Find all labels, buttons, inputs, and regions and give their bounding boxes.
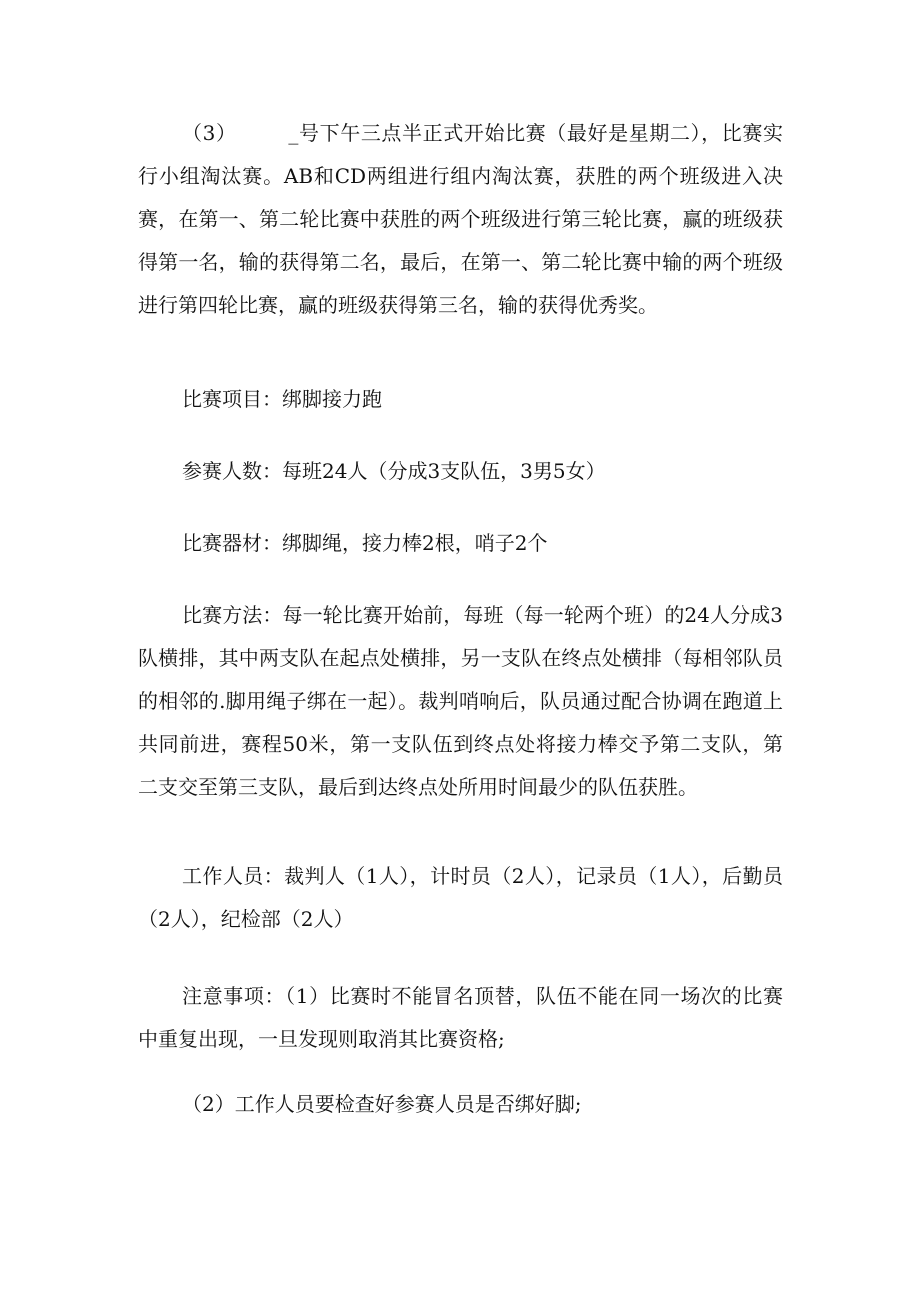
paragraph-equipment: 比赛器材：绑脚绳，接力棒2根，哨子2个 [182,531,548,555]
paragraph-notes-1: 注意事项：（1）比赛时不能冒名顶替，队伍不能在同一场次的比赛中重复出现，一旦发现则取消其比赛资格; [138,984,783,1051]
paragraph-event-item: 比赛项目：绑脚接力跑 [182,387,382,411]
paragraph-schedule: （3） _号下午三点半正式开始比赛（最好是星期二），比赛实行小组淘汰赛。AB和CD两组进行组内淘汰赛，获胜的两个班级进入决赛，在第一、第二轮比赛中获胜的两个班级进行第三轮比赛，赢的班级获得第一名，输的获得第二名，最后，在第一、第二轮比赛中输的两个班级进行第四轮比赛，赢的班级获得第三名，输的获得优秀奖。 [138,121,783,317]
paragraph-participants: 参赛人数：每班24人（分成3支队伍，3男5女） [182,459,606,483]
paragraph-method: 比赛方法：每一轮比赛开始前，每班（每一轮两个班）的24人分成3队横排，其中两支队在起点处横排，另一支队在终点处横排（每相邻队员的相邻的.脚用绳子绑在一起）。裁判哨响后，队员通过配合协调在跑道上共同前进，赛程50米，第一支队伍到终点处将接力棒交予第二支队，第二支交至第三支队，最后到达终点处所用时间最少的队伍获胜。 [138,603,783,799]
paragraph-notes-2: （2）工作人员要检查好参赛人员是否绑好脚; [182,1092,582,1116]
paragraph-staff: 工作人员：裁判人（1人），计时员（2人），记录员（1人），后勤员（2人），纪检部（2人） [138,864,783,931]
